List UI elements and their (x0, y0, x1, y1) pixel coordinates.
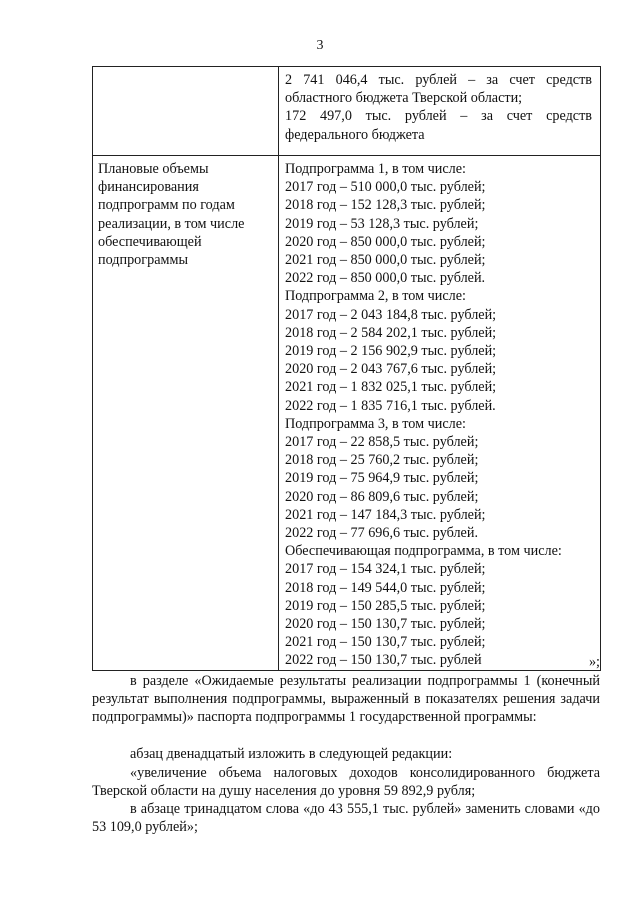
funding-line: 2021 год – 850 000,0 тыс. рублей; (285, 252, 486, 269)
budget-federal-text: 172 497,0 тыс. рублей – за счет средств федерального бюджета (285, 108, 592, 143)
funding-line: 2019 год – 53 128,3 тыс. рублей; (285, 215, 479, 232)
passport-table (92, 66, 601, 671)
funding-line: 2022 год – 77 696,6 тыс. рублей. (285, 525, 478, 542)
funding-line: 2021 год – 150 130,7 тыс. рублей; (285, 634, 486, 651)
funding-line: 2022 год – 850 000,0 тыс. рублей. (285, 270, 486, 287)
funding-line: 2018 год – 149 544,0 тыс. рублей; (285, 579, 486, 596)
table-row (93, 156, 601, 671)
table-cell-label: Плановые объемы финансирования подпрограмм по годам реализации, в том числе обеспечивающей подпрограммы (93, 156, 279, 671)
funding-line: Подпрограмма 3, в том числе: (285, 415, 466, 432)
table-cell-left (93, 67, 279, 156)
funding-by-years-cell (279, 156, 601, 671)
funding-line: 2022 год – 1 835 716,1 тыс. рублей. (285, 397, 496, 414)
funding-line: Обеспечивающая подпрограмма, в том числе: (285, 543, 562, 560)
page-number: 3 (316, 38, 324, 53)
amendment-paragraph: «увеличение объема налоговых доходов консолидированного бюджета Тверской области на душу населения до уровня 59 892,9 рубля; (92, 765, 600, 800)
table-row (93, 67, 601, 156)
funding-line: Подпрограмма 2, в том числе: (285, 288, 466, 305)
funding-line: 2019 год – 150 285,5 тыс. рублей; (285, 597, 486, 614)
funding-line: 2020 год – 150 130,7 тыс. рублей; (285, 616, 486, 633)
funding-line: 2017 год – 22 858,5 тыс. рублей; (285, 434, 479, 451)
funding-line: 2021 год – 147 184,3 тыс. рублей; (285, 506, 486, 523)
funding-line: 2021 год – 1 832 025,1 тыс. рублей; (285, 379, 497, 396)
funding-line: 2018 год – 2 584 202,1 тыс. рублей; (285, 324, 497, 341)
funding-line: 2020 год – 850 000,0 тыс. рублей; (285, 233, 486, 250)
amendment-paragraph: в абзаце тринадцатом слова «до 43 555,1 тыс. рублей» заменить словами «до 53 109,0 рублей»; (92, 801, 600, 836)
funding-line: 2020 год – 86 809,6 тыс. рублей; (285, 488, 479, 505)
amendment-paragraph: в разделе «Ожидаемые результаты реализации подпрограммы 1 (конечный результат выполнения подпрограммы, выраженный в показателях решения задачи подпрограммы)» паспорта подпрограммы 1 государственной программы: (92, 673, 600, 726)
budget-regional-text: 2 741 046,4 тыс. рублей – за счет средств областного бюджета Тверской области; (285, 72, 592, 107)
funding-line: 2017 год – 154 324,1 тыс. рублей; (285, 561, 486, 578)
funding-line: 2017 год – 2 043 184,8 тыс. рублей; (285, 306, 497, 323)
funding-line: 2018 год – 25 760,2 тыс. рублей; (285, 452, 479, 469)
funding-line: 2018 год – 152 128,3 тыс. рублей; (285, 197, 486, 214)
funding-line: 2019 год – 2 156 902,9 тыс. рублей; (285, 343, 497, 360)
closing-quote: »; (588, 654, 600, 670)
table-cell-right (279, 67, 601, 156)
funding-line: 2022 год – 150 130,7 тыс. рублей (285, 652, 482, 669)
funding-line: Подпрограмма 1, в том числе: (285, 161, 466, 177)
amendment-paragraph: абзац двенадцатый изложить в следующей редакции: (130, 746, 453, 762)
funding-line: 2019 год – 75 964,9 тыс. рублей; (285, 470, 479, 487)
funding-line: 2020 год – 2 043 767,6 тыс. рублей; (285, 361, 497, 378)
funding-line: 2017 год – 510 000,0 тыс. рублей; (285, 179, 486, 196)
